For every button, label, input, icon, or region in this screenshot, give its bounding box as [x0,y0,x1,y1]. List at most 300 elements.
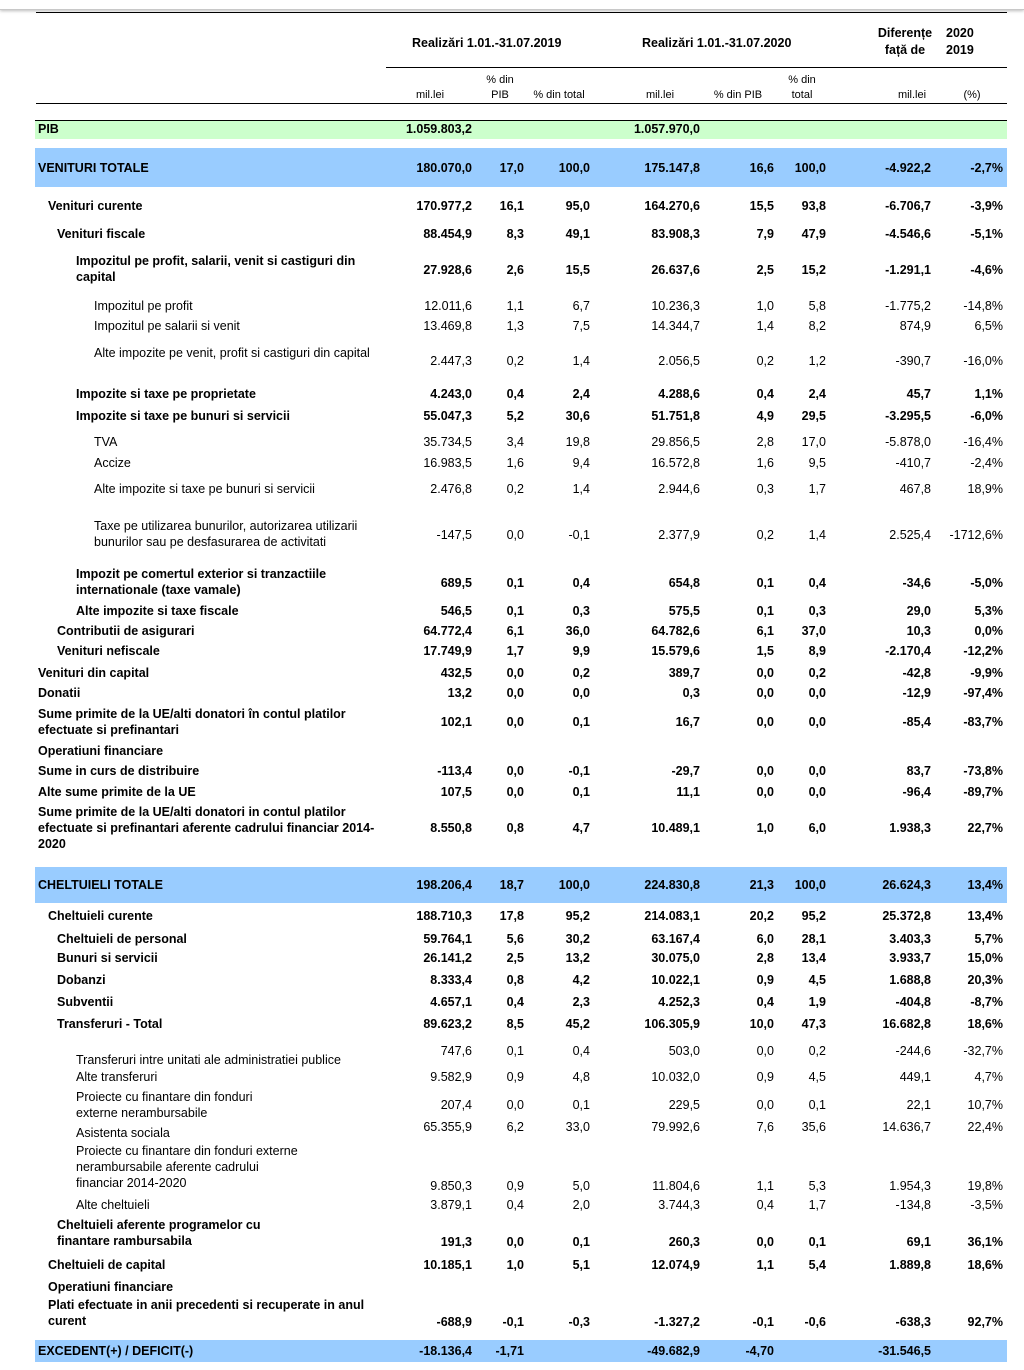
cell-mil-2020: 11.804,6 [652,1179,700,1193]
cell-diff-pct: 22,7% [967,821,1003,835]
table-row [0,566,1024,598]
cell-pib-2020: 0,4 [756,387,774,401]
table-row [0,1089,1024,1121]
sub-total-2020-l2: total [791,89,813,101]
cell-pib-2020: 0,1 [756,576,774,590]
cell-total-2019: -0,1 [568,764,590,778]
cell-total-2020: 0,0 [808,686,826,700]
table-row [0,763,1024,779]
cell-pib-2019: 2,6 [506,263,524,277]
cell-mil-2019: 4.243,0 [430,387,472,401]
cell-diff-pct: -73,8% [963,764,1003,778]
cell-diff-pct: -5,1% [970,227,1003,241]
cell-mil-2019: 747,6 [440,1044,472,1058]
table-row [0,784,1024,800]
row-label: CHELTUIELI TOTALE [38,878,163,892]
row-label: Impozite si taxe pe bunuri si servicii [76,409,290,423]
cell-mil-2019: 432,5 [440,666,472,680]
cell-diff-mil: -410,7 [895,456,931,470]
cell-mil-2019: 8.550,8 [430,821,472,835]
cell-diff-pct: 6,5% [974,319,1003,333]
cell-diff-pct: -16,0% [963,354,1003,368]
cell-pib-2020: 1,0 [756,821,774,835]
cell-diff-mil: -6.706,7 [885,199,931,213]
cell-diff-pct: 18,9% [967,482,1003,496]
cell-total-2020: 0,3 [808,604,826,618]
cell-total-2020: 8,9 [808,644,826,658]
cell-pib-2019: 1,0 [506,1258,524,1272]
table-row [0,1279,1024,1295]
cell-diff-mil: -1.291,1 [885,263,931,277]
row-label: Operatiuni financiare [48,1280,174,1294]
cell-diff-pct: -1712,6% [949,528,1003,542]
cell-total-2020: 2,4 [808,387,826,401]
table-row [0,1120,1024,1141]
cell-diff-pct: 22,4% [967,1120,1003,1134]
row-label: Alte impozite si taxe pe bunuri si servicii [94,482,315,496]
cell-pib-2019: 5,6 [506,932,524,946]
cell-pib-2019: 2,5 [506,951,524,965]
cell-total-2020: 15,2 [801,263,826,277]
row-label: Taxe pe utilizarea bunurilor, autorizarea utilizarii bunurilor sau pe desfasurarea de activitati [94,519,358,549]
table-row [0,972,1024,988]
cell-mil-2020: 224.830,8 [644,878,700,892]
table-row [0,1217,1024,1249]
cell-total-2020: 0,0 [808,764,826,778]
row-label: Sume in curs de distribuire [38,764,200,778]
cell-mil-2019: -113,4 [437,764,472,778]
cell-diff-pct: -9,9% [970,666,1003,680]
cell-diff-pct: -5,0% [970,576,1003,590]
header-bottom-rule [36,103,1007,104]
cell-diff-mil: 2.525,4 [889,528,931,542]
cell-diff-mil: -4.922,2 [885,161,931,175]
cell-total-2019: 5,1 [572,1258,590,1272]
cell-diff-pct: 92,7% [967,1315,1003,1329]
cell-mil-2019: 12.011,6 [424,299,472,313]
cell-total-2019: 0,4 [572,576,590,590]
row-label: Cheltuieli aferente programelor cu finantare rambursabila [57,1218,261,1248]
cell-pib-2020: 21,3 [749,878,774,892]
cell-mil-2020: 12.074,9 [651,1258,700,1272]
cell-total-2020: 17,0 [801,435,826,449]
sub-diff-mil: mil.lei [897,89,927,101]
table-row [0,994,1024,1010]
cell-pib-2020: 2,8 [756,435,774,449]
cell-pib-2020: 0,4 [756,1198,774,1212]
row-label: Dobanzi [57,973,106,987]
cell-mil-2019: 55.047,3 [423,409,472,423]
cell-diff-pct: -32,7% [963,1044,1003,1058]
cell-total-2020: 5,8 [808,299,826,313]
cell-diff-pct: 4,7% [974,1070,1003,1084]
cell-pib-2020: 7,6 [756,1120,774,1134]
cell-mil-2020: 0,3 [682,686,700,700]
cell-mil-2020: 175.147,8 [644,161,700,175]
cell-total-2019: 33,0 [565,1120,590,1134]
cell-pib-2020: 0,0 [756,715,774,729]
cell-mil-2019: 8.333,4 [430,973,472,987]
cell-mil-2020: 260,3 [668,1235,700,1249]
cell-diff-pct: 18,6% [967,1258,1003,1272]
row-label: Accize [94,456,131,470]
cell-total-2020: 28,1 [801,932,826,946]
header-diff-line2: față de [884,43,926,57]
cell-diff-mil: -2.170,4 [885,644,931,658]
row-label: Subventii [57,995,114,1009]
row-label: Alte impozite si taxe fiscale [76,604,239,618]
cell-pib-2020: 1,0 [756,299,774,313]
table-row [0,121,1024,137]
table-row [0,198,1024,214]
cell-mil-2019: 102,1 [440,715,472,729]
cell-total-2019: 2,4 [572,387,590,401]
row-label: EXCEDENT(+) / DEFICIT(-) [38,1344,194,1358]
sub-total-2019: % din total [533,89,585,101]
cell-total-2020: 1,4 [808,528,826,542]
cell-pib-2020: 0,9 [756,1070,774,1084]
row-label: TVA [94,435,118,449]
cell-mil-2019: 2.476,8 [430,482,472,496]
row-label: Bunuri si servicii [57,951,158,965]
cell-total-2019: 1,4 [572,482,590,496]
cell-diff-mil: 1.954,3 [889,1179,931,1193]
cell-mil-2019: 107,5 [440,785,472,799]
cell-diff-pct: -2,4% [970,456,1003,470]
table-row [0,481,1024,497]
cell-mil-2020: 4.288,6 [658,387,700,401]
cell-diff-pct: -97,4% [963,686,1003,700]
cell-mil-2020: 4.252,3 [658,995,700,1009]
cell-total-2020: 5,3 [808,1179,826,1193]
cell-total-2020: 1,2 [808,354,826,368]
cell-diff-mil: 1.938,3 [889,821,931,835]
cell-diff-pct: -12,2% [963,644,1003,658]
cell-total-2020: 100,0 [794,878,826,892]
table-row [0,434,1024,450]
cell-total-2020: 93,8 [801,199,826,213]
cell-total-2019: 9,4 [572,456,590,470]
cell-pib-2020: 0,0 [756,1098,774,1112]
cell-mil-2020: -1.327,2 [654,1315,700,1329]
cell-total-2019: 0,1 [572,785,590,799]
cell-pib-2020: 0,0 [756,666,774,680]
table-row [0,345,1024,377]
row-label: Operatiuni financiare [38,744,164,758]
cell-total-2020: 4,5 [808,1070,826,1084]
cell-pib-2020: 0,0 [756,686,774,700]
cell-diff-mil: 26.624,3 [882,878,931,892]
cell-mil-2020: 10.032,0 [651,1070,700,1084]
cell-diff-mil: 29,0 [906,604,931,618]
cell-diff-pct: -89,7% [963,785,1003,799]
cell-total-2019: 30,2 [565,932,590,946]
cell-pib-2020: 0,1 [756,604,774,618]
table-row [0,603,1024,619]
cell-total-2020: 6,0 [808,821,826,835]
cell-total-2019: 49,1 [565,227,590,241]
cell-diff-mil: 874,9 [899,319,931,333]
table-row [0,1343,1024,1359]
cell-pib-2020: 2,8 [756,951,774,965]
cell-total-2020: 5,4 [808,1258,826,1272]
row-label: Alte sume primite de la UE [38,785,196,799]
cell-pib-2020: 1,1 [756,1258,774,1272]
cell-mil-2019: 64.772,4 [423,624,472,638]
cell-mil-2020: 10.489,1 [651,821,700,835]
row-label: Alte impozite pe venit, profit si castiguri din capital [94,346,370,360]
cell-diff-pct: 19,8% [967,1179,1003,1193]
table-row [0,318,1024,334]
cell-pib-2019: 0,1 [506,604,524,618]
cell-mil-2020: 2.377,9 [658,528,700,542]
cell-total-2020: 9,5 [808,456,826,470]
cell-diff-pct: 20,3% [967,973,1003,987]
row-label: Impozitul pe salarii si venit [94,319,240,333]
cell-diff-pct: 0,0% [974,624,1003,638]
cell-diff-mil: 25.372,8 [882,909,931,923]
row-label: Impozitul pe profit, salarii, venit si castiguri din capital [76,254,356,284]
cell-pib-2020: 1,5 [756,644,774,658]
cell-total-2019: 45,2 [565,1017,590,1031]
cell-pib-2020: 1,6 [756,456,774,470]
cell-mil-2020: 654,8 [668,576,700,590]
cell-pib-2020: 0,2 [756,354,774,368]
table-row [0,623,1024,639]
cell-diff-pct: 10,7% [967,1098,1003,1112]
window-top-edge [0,0,1024,10]
cell-total-2019: 19,8 [565,435,590,449]
cell-mil-2020: 389,7 [668,666,700,680]
cell-total-2020: 0,1 [808,1098,826,1112]
cell-pib-2019: 0,0 [506,528,524,542]
cell-mil-2019: 546,5 [440,604,472,618]
cell-pib-2019: 8,3 [506,227,524,241]
cell-mil-2020: -29,7 [671,764,700,778]
cell-mil-2020: 29.856,5 [651,435,700,449]
row-label: Contributii de asigurari [57,624,195,638]
cell-total-2019: 1,4 [572,354,590,368]
row-label: Impozitul pe profit [94,299,193,313]
cell-diff-mil: 83,7 [906,764,931,778]
row-label: Transferuri - Total [57,1017,163,1031]
row-label: Venituri fiscale [57,227,146,241]
cell-pib-2019: 3,4 [506,435,524,449]
cell-pib-2019: -0,1 [502,1315,524,1329]
table-row [0,518,1024,550]
cell-pib-2020: 4,9 [756,409,774,423]
cell-total-2020: 37,0 [801,624,826,638]
cell-mil-2020: 63.167,4 [651,932,700,946]
cell-diff-mil: -12,9 [902,686,931,700]
table-row [0,1016,1024,1032]
cell-pib-2019: 0,9 [506,1179,524,1193]
cell-total-2019: 2,0 [572,1198,590,1212]
table-row [0,685,1024,701]
cell-diff-pct: 15,0% [967,951,1003,965]
table-row [0,1044,1024,1068]
cell-mil-2020: 10.022,1 [651,973,700,987]
cell-mil-2020: 503,0 [668,1044,700,1058]
row-label: Impozit pe comertul exterior si tranzactiile internationale (taxe vamale) [76,567,327,597]
cell-mil-2020: 164.270,6 [644,199,700,213]
cell-pib-2020: 1,4 [756,319,774,333]
cell-total-2020: 8,2 [808,319,826,333]
cell-pib-2019: 1,3 [506,319,524,333]
table-row [0,706,1024,738]
table-row [0,908,1024,924]
cell-mil-2020: 26.637,6 [651,263,700,277]
cell-pib-2019: 0,1 [506,576,524,590]
cell-total-2020: 0,4 [808,576,826,590]
cell-diff-mil: 467,8 [899,482,931,496]
row-label: Alte cheltuieli [76,1198,150,1212]
cell-total-2019: 95,0 [565,199,590,213]
cell-mil-2020: -49.682,9 [647,1344,700,1358]
cell-mil-2019: 88.454,9 [423,227,472,241]
cell-pib-2019: 1,1 [506,299,524,313]
cell-mil-2020: 2.944,6 [658,482,700,496]
table-row [0,1069,1024,1085]
cell-diff-mil: -3.295,5 [885,409,931,423]
row-label: Proiecte cu finantare din fonduri externe nerambursabile [76,1090,253,1120]
header-period-2020: Realizări 1.01.-31.07.2020 [642,36,792,50]
cell-pib-2019: 0,2 [506,354,524,368]
table-row [0,1197,1024,1213]
cell-total-2019: 95,2 [565,909,590,923]
cell-diff-mil: -1.775,2 [885,299,931,313]
cell-pib-2019: 8,5 [506,1017,524,1031]
cell-mil-2019: 180.070,0 [416,161,472,175]
sub-diff-pct: (%) [963,89,981,101]
cell-total-2020: 0,1 [808,1235,826,1249]
cell-pib-2019: 18,7 [499,878,524,892]
cell-diff-pct: -16,4% [963,435,1003,449]
sub-mil-2019: mil.lei [415,89,445,101]
table-row [0,643,1024,659]
row-label: Transferuri intre unitati ale administratiei publice [76,1053,341,1067]
sub-pib-2020: % din PIB [713,89,763,101]
cell-pib-2019: 0,8 [506,973,524,987]
cell-mil-2019: 1.059.803,2 [405,122,472,136]
cell-pib-2020: 0,0 [756,785,774,799]
cell-diff-mil: -85,4 [902,715,931,729]
cell-total-2019: 15,5 [565,263,590,277]
cell-total-2019: 36,0 [565,624,590,638]
sub-pib-2019-l1: % din [486,74,514,86]
table-row [0,298,1024,314]
cell-total-2019: 100,0 [558,161,590,175]
table-row [0,804,1024,852]
cell-mil-2019: 9.850,3 [430,1179,472,1193]
cell-total-2020: 35,6 [801,1120,826,1134]
cell-total-2019: 4,7 [572,821,590,835]
cell-diff-mil: -638,3 [895,1315,931,1329]
cell-diff-mil: -404,8 [895,995,931,1009]
cell-total-2020: 29,5 [801,409,826,423]
cell-diff-mil: 22,1 [906,1098,931,1112]
cell-pib-2019: 0,1 [506,1044,524,1058]
cell-pib-2020: 0,2 [756,528,774,542]
cell-mil-2020: 15.579,6 [651,644,700,658]
cell-diff-pct: -83,7% [963,715,1003,729]
cell-pib-2020: -0,1 [752,1315,774,1329]
cell-diff-pct: 13,4% [967,878,1003,892]
cell-pib-2020: 16,6 [749,161,774,175]
cell-mil-2019: 13,2 [447,686,472,700]
cell-mil-2019: 65.355,9 [423,1120,472,1134]
cell-mil-2020: 229,5 [668,1098,700,1112]
cell-mil-2020: 16,7 [675,715,700,729]
cell-pib-2020: 20,2 [749,909,774,923]
cell-pib-2020: 1,1 [756,1179,774,1193]
header-diff-year-2019: 2019 [946,43,974,57]
cell-pib-2020: 0,0 [756,1044,774,1058]
cell-mil-2019: 191,3 [440,1235,472,1249]
row-label: VENITURI TOTALE [38,161,149,175]
cell-mil-2019: 9.582,9 [430,1070,472,1084]
cell-pib-2020: -4,70 [745,1344,774,1358]
cell-diff-mil: 449,1 [899,1070,931,1084]
row-label: Asistenta sociala [76,1126,170,1140]
cell-pib-2020: 6,0 [756,932,774,946]
cell-diff-pct: 5,7% [974,932,1003,946]
cell-pib-2020: 10,0 [749,1017,774,1031]
cell-pib-2019: 1,7 [506,644,524,658]
cell-mil-2020: 79.992,6 [651,1120,700,1134]
cell-mil-2019: 13.469,8 [423,319,472,333]
cell-diff-mil: -244,6 [895,1044,931,1058]
cell-total-2019: 0,1 [572,1098,590,1112]
cell-mil-2020: 11,1 [676,785,700,799]
row-label: Sume primite de la UE/alti donatori in contul platilor efectuate si prefinantari aferente cadrului financiar 2014-2020 [38,805,375,851]
cell-pib-2019: 0,4 [506,995,524,1009]
table-row [0,1143,1024,1191]
cell-pib-2019: 1,6 [506,456,524,470]
row-label: Venituri nefiscale [57,644,160,658]
cell-diff-pct: -3,5% [970,1198,1003,1212]
cell-pib-2019: 0,0 [506,666,524,680]
cell-pib-2019: 0,0 [506,715,524,729]
cell-total-2019: 0,1 [572,715,590,729]
row-label: Sume primite de la UE/alti donatori în contul platilor efectuate si prefinantari [38,707,346,737]
sub-mil-2020: mil.lei [645,89,675,101]
cell-mil-2019: 17.749,9 [423,644,472,658]
cell-pib-2019: 0,9 [506,1070,524,1084]
table-row [0,253,1024,287]
cell-pib-2019: 6,2 [506,1120,524,1134]
table-row [0,1257,1024,1273]
cell-total-2019: -0,3 [568,1315,590,1329]
cell-mil-2019: 27.928,6 [423,263,472,277]
cell-mil-2019: 2.447,3 [430,354,472,368]
cell-pib-2019: 0,2 [506,482,524,496]
cell-diff-mil: 10,3 [906,624,931,638]
cell-total-2019: 0,4 [572,1044,590,1058]
table-row [0,665,1024,681]
cell-diff-pct: 18,6% [967,1017,1003,1031]
cell-total-2019: 0,2 [572,666,590,680]
table-row [0,455,1024,471]
cell-pib-2019: 0,0 [506,686,524,700]
cell-pib-2019: 0,0 [506,1235,524,1249]
cell-mil-2019: 170.977,2 [416,199,472,213]
cell-pib-2019: 6,1 [506,624,524,638]
cell-diff-pct: 5,3% [974,604,1003,618]
cell-total-2019: 6,7 [572,299,590,313]
cell-mil-2019: 207,4 [440,1098,472,1112]
cell-total-2019: 7,5 [572,319,590,333]
